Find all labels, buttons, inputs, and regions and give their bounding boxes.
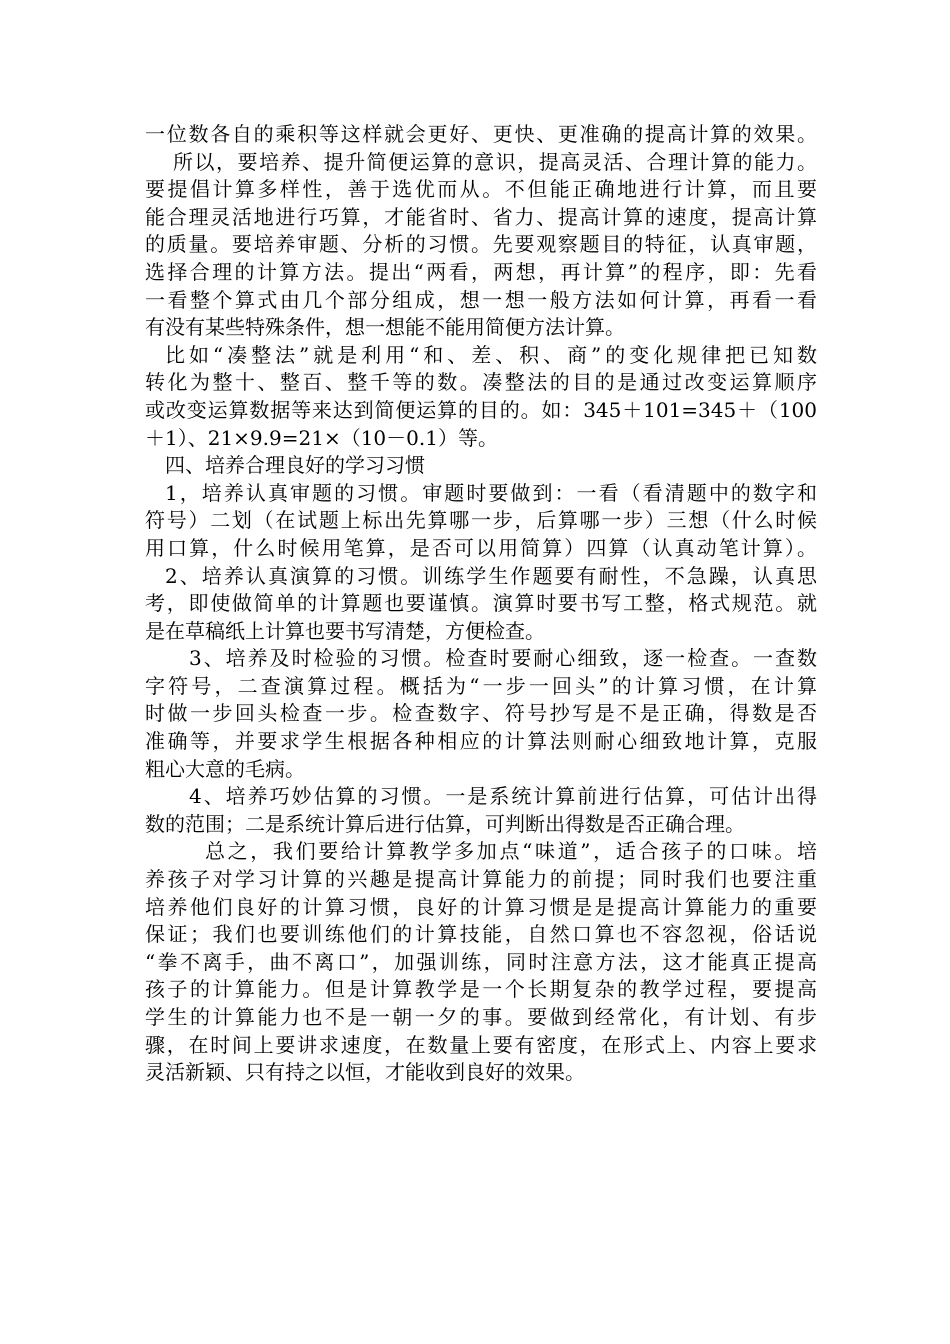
text-line: 或改变运算数据等来达到简便运算的目的。如：345＋101=345＋（100: [145, 397, 817, 422]
text-line: 的质量。要培养审题、分析的习惯。先要观察题目的特征，认真审题，: [145, 232, 817, 257]
text-line: 保证；我们也要训练他们的计算技能，自然口算也不容忽视，俗话说: [145, 922, 817, 947]
text-line: “拳不离手，曲不离口”，加强训练，同时注意方法，这才能真正提高: [145, 949, 817, 974]
text-line: 是在草稿纸上计算也要书写清楚，方便检查。: [145, 618, 545, 643]
text-line: 3、培养及时检验的习惯。检查时要耐心细致，逐一检查。一查数: [189, 646, 817, 671]
document-body: [145, 121, 817, 1087]
text-line: 培养他们良好的计算习惯，良好的计算习惯是是提高计算能力的重要: [145, 894, 817, 919]
text-line: 考，即使做简单的计算题也要谨慎。演算时要书写工整，格式规范。就: [145, 591, 817, 616]
text-line: 2、培养认真演算的习惯。训练学生作题要有耐性，不急躁，认真思: [165, 563, 817, 588]
text-line: 能合理灵活地进行巧算，才能省时、省力、提高计算的速度，提高计算: [145, 204, 817, 229]
text-line: 灵活新颖、只有持之以恒，才能收到良好的效果。: [145, 1060, 585, 1085]
text-line: 4、培养巧妙估算的习惯。一是系统计算前进行估算，可估计出得: [189, 784, 817, 809]
text-line: 有没有某些特殊条件，想一想能不能用简便方法计算。: [145, 315, 625, 340]
text-line: ＋1）、21×9.9=21×（10－0.1）等。: [145, 425, 498, 450]
text-line: 养孩子对学习计算的兴趣是提高计算能力的前提；同时我们也要注重: [145, 867, 817, 892]
text-line: 所以，要培养、提升简便运算的意识，提高灵活、合理计算的能力。: [173, 149, 817, 174]
text-line: 用口算，什么时候用笔算，是否可以用简算）四算（认真动笔计算）。: [145, 535, 817, 560]
text-line: 孩子的计算能力。但是计算教学是一个长期复杂的教学过程，要提高: [145, 977, 817, 1002]
text-line: 学生的计算能力也不是一朝一夕的事。要做到经常化，有计划、有步: [145, 1005, 817, 1029]
text-line: 要提倡计算多样性，善于选优而从。不但能正确地进行计算，而且要: [145, 177, 817, 202]
text-line: 总之，我们要给计算教学多加点“味道”，适合孩子的口味。培: [205, 839, 817, 864]
text-line: 粗心大意的毛病。: [145, 756, 305, 781]
text-line: 字符号，二查演算过程。概括为“一步一回头”的计算习惯，在计算: [145, 673, 817, 698]
text-line: 比如“凑整法”就是利用“和、差、积、商”的变化规律把已知数: [165, 342, 817, 367]
text-line: 符号）二划（在试题上标出先算哪一步，后算哪一步）三想（什么时候: [145, 508, 817, 533]
text-line: 转化为整十、整百、整千等的数。凑整法的目的是通过改变运算顺序: [145, 370, 817, 395]
text-line: 骤，在时间上要讲求速度，在数量上要有密度，在形式上、内容上要求: [145, 1032, 817, 1057]
text-line: 一位数各自的乘积等这样就会更好、更快、更准确的提高计算的效果。: [145, 122, 817, 146]
text-line: 一看整个算式由几个部分组成，想一想一般方法如何计算，再看一看: [145, 287, 817, 312]
text-line: 选择合理的计算方法。提出“两看，两想，再计算”的程序，即：先看: [145, 259, 817, 284]
text-line: 准确等，并要求学生根据各种相应的计算法则耐心细致地计算，克服: [145, 729, 817, 754]
text-line: 数的范围；二是系统计算后进行估算，可判断出得数是否正确合理。: [145, 811, 745, 836]
text-line: 时做一步回头检查一步。检查数字、符号抄写是不是正确，得数是否: [145, 701, 817, 726]
text-line: 1，培养认真审题的习惯。审题时要做到：一看（看清题中的数字和: [165, 480, 817, 505]
text-line: 四、培养合理良好的学习习惯: [165, 453, 425, 478]
